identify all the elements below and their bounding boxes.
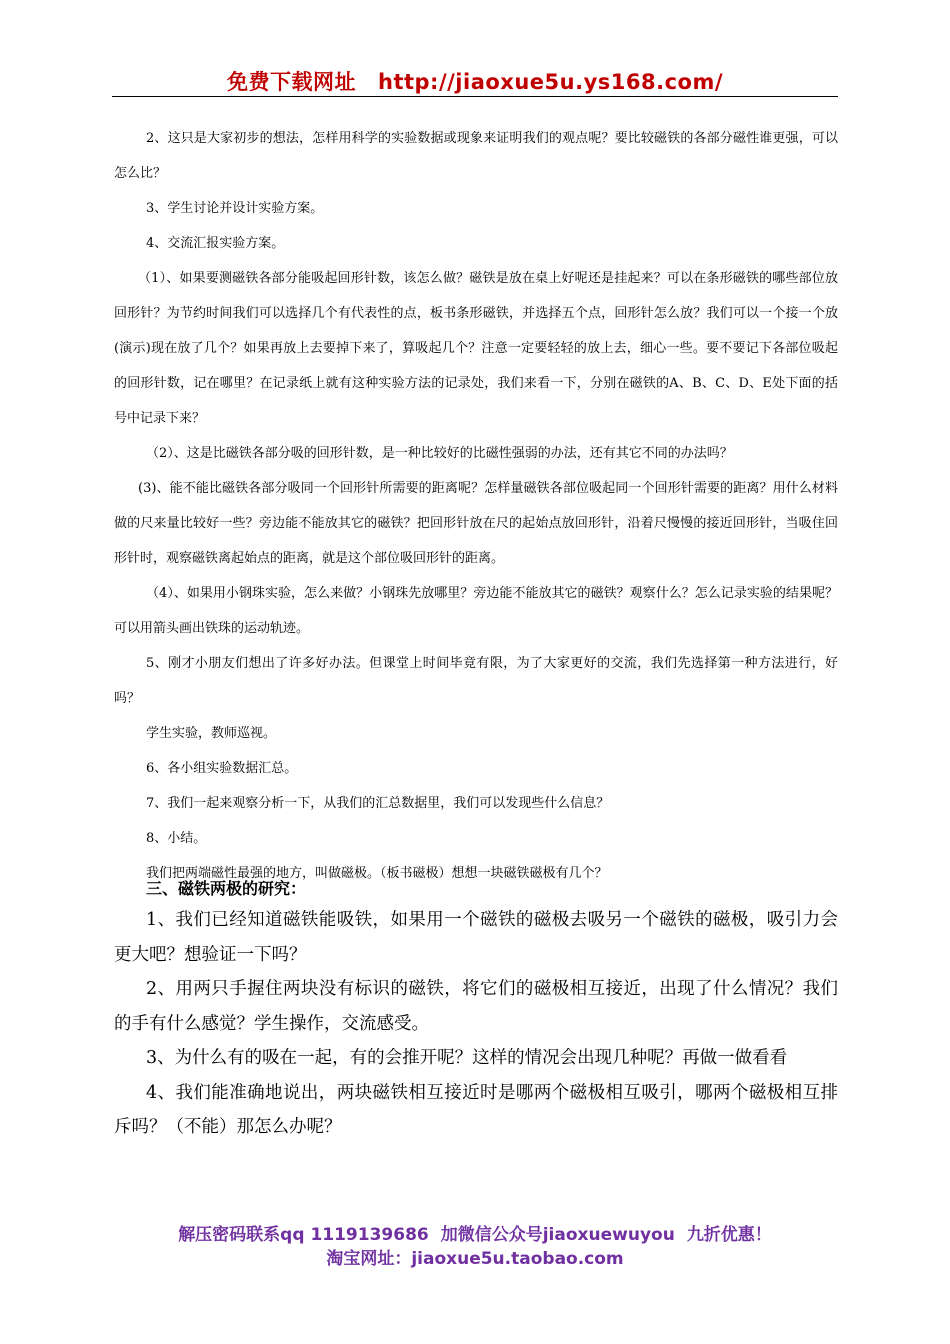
paragraph: 3、为什么有的吸在一起，有的会推开呢？这样的情况会出现几种呢？再做一做看看 bbox=[146, 1048, 788, 1068]
footer-taobao-link[interactable]: 淘宝网址：jiaoxue5u.taobao.com bbox=[326, 1249, 624, 1269]
paragraph: 1、我们已经知道磁铁能吸铁，如果用一个磁铁的磁极去吸另一个磁铁的磁极，吸引力会更大吧？想验证一下吗？ bbox=[114, 910, 838, 965]
paragraph: 2、这只是大家初步的想法，怎样用科学的实验数据或现象来证明我们的观点呢？要比较磁铁的各部分磁性谁更强，可以怎么比？ bbox=[114, 131, 838, 181]
footer-line-1 bbox=[0, 1220, 950, 1245]
body-small-text bbox=[114, 121, 838, 891]
header-label: 免费下载网址 bbox=[227, 70, 356, 94]
paragraph: 3、学生讨论并设计实验方案。 bbox=[146, 201, 324, 216]
body-large-text bbox=[114, 903, 838, 1145]
section-heading: 三、磁铁两极的研究： bbox=[146, 879, 307, 898]
paragraph: （4）、如果用小钢珠实验，怎么来做？小钢珠先放哪里？旁边能不能放其它的磁铁？观察什么？怎么记录实验的结果呢？可以用箭头画出铁珠的运动轨迹。 bbox=[114, 586, 838, 636]
paragraph: 4、交流汇报实验方案。 bbox=[146, 236, 285, 251]
paragraph: (3)、能不能比磁铁各部分吸同一个回形针所需要的距离呢？怎样量磁铁各部位吸起同一个回形针需要的距离？用什么材料做的尺来量比较好一些？旁边能不能放其它的磁铁？把回形针放在尺的起始点放回形针，沿着尺慢慢的接近回形针，当吸住回形针时，观察磁铁离起始点的距离，就是这个部位吸回形针的距离。 bbox=[114, 481, 838, 566]
paragraph: 8、小结。 bbox=[146, 831, 207, 846]
paragraph: （1）、如果要测磁铁各部分能吸起回形针数，该怎么做？磁铁是放在桌上好呢还是挂起来？可以在条形磁铁的哪些部位放回形针？为节约时间我们可以选择几个有代表性的点，板书条形磁铁，并选择五个点，回形针怎么放？我们可以一个接一个放(演示)现在放了几个？如果再放上去要掉下来了，算吸起几个？注意一定要轻轻的放上去，细心一些。要不要记下各部位吸起的回形针数，记在哪里？在记录纸上就有这种实验方法的记录处，我们来看一下，分别在磁铁的A、B、C、D、E处下面的括号中记录下来？ bbox=[114, 271, 838, 426]
paragraph: 7、我们一起来观察分析一下，从我们的汇总数据里，我们可以发现些什么信息？ bbox=[146, 796, 610, 811]
paragraph: 2、用两只手握住两块没有标识的磁铁，将它们的磁极相互接近，出现了什么情况？我们的手有什么感觉？学生操作，交流感受。 bbox=[114, 979, 838, 1034]
paragraph: （2）、这是比磁铁各部分吸的回形针数，是一种比较好的比磁性强弱的办法，还有其它不同的办法吗？ bbox=[146, 446, 733, 461]
header-divider bbox=[112, 96, 838, 97]
footer-wechat: 加微信公众号jiaoxuewuyou bbox=[440, 1225, 675, 1245]
footer-discount: 九折优惠！ bbox=[686, 1225, 772, 1245]
footer-password-contact: 解压密码联系qq 1119139686 bbox=[178, 1225, 429, 1245]
paragraph: 我们把两端磁性最强的地方，叫做磁极。（板书磁极）想想一块磁铁磁极有几个？ bbox=[146, 866, 608, 881]
paragraph: 5、刚才小朋友们想出了许多好办法。但课堂上时间毕竟有限，为了大家更好的交流，我们先选择第一种方法进行，好吗？ bbox=[114, 656, 838, 706]
header-url-link[interactable]: http://jiaoxue5u.ys168.com/ bbox=[378, 70, 723, 94]
paragraph: 6、各小组实验数据汇总。 bbox=[146, 761, 298, 776]
paragraph: 学生实验，教师巡视。 bbox=[146, 726, 277, 741]
page-header bbox=[0, 66, 950, 96]
paragraph: 4、我们能准确地说出，两块磁铁相互接近时是哪两个磁极相互吸引，哪两个磁极相互排斥吗？（不能）那怎么办呢？ bbox=[114, 1082, 838, 1137]
